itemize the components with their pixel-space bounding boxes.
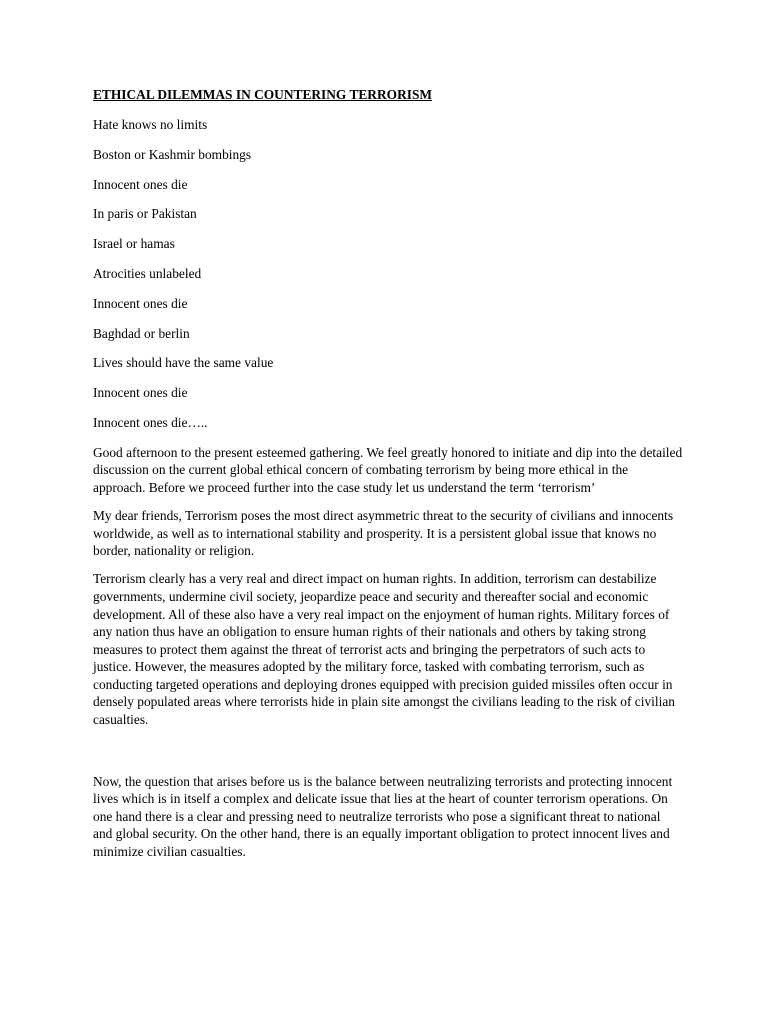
document-body — [93, 86, 683, 871]
paragraph-greeting: Good afternoon to the present esteemed gathering. We feel greatly honored to initiate and dip into the detailed discussion on the current global ethical concern of combating terrorism by being more ethical in the approach. Before we proceed further into the case study let us understand the term ‘terrorism’ — [93, 444, 683, 495]
paragraph-human-rights: Terrorism clearly has a very real and direct impact on human rights. In addition, terrorism can destabilize governments, undermine civil society, jeopardize peace and security and thereafter social and economic development. All of these also have a very real impact on the enjoyment of human rights. Military forces of any nation thus have an obligation to ensure human rights of their nationals and others by taking strong measures to protect them against the threat of terrorist acts and bringing the perpetrators of such acts to justice. However, the measures adopted by the military force, tasked with combating terrorism, such as conducting targeted operations and deploying drones equipped with precision guided missiles often occur in densely populated areas where terrorists hide in plain site amongst the civilians leading to the risk of civilian casualties. — [93, 571, 675, 728]
poem-line: Boston or Kashmir bombings — [93, 146, 252, 162]
blank-line — [93, 729, 683, 773]
poem-line: Hate knows no limits — [93, 117, 208, 132]
poem-line: Innocent ones die — [93, 385, 188, 401]
poem-line: Innocent ones die….. — [93, 414, 208, 430]
poem-line: Israel or hamas — [93, 236, 175, 252]
poem-line: Atrocities unlabeled — [93, 265, 202, 281]
paragraph-terrorism-threat: My dear friends, Terrorism poses the most direct asymmetric threat to the security of civilians and innocents worldwide, as well as to international stability and prosperity. It is a persistent global issue that knows no border, nationality or religion. — [93, 508, 674, 559]
poem-line: Innocent ones die — [93, 295, 188, 311]
poem — [93, 116, 683, 432]
poem-line: In paris or Pakistan — [93, 206, 197, 222]
paragraph-balance-question: Now, the question that arises before us is the balance between neutralizing terrorists and protecting innocent lives which is in itself a complex and delicate issue that lies at the heart of counter terrorism operations. On one hand there is a clear and pressing need to neutralize terrorists who pose a significant threat to national and global security. On the other hand, there is an equally important obligation to protect innocent lives and minimize civilian casualties. — [93, 773, 673, 860]
poem-line: Baghdad or berlin — [93, 325, 190, 341]
poem-line: Innocent ones die — [93, 176, 188, 192]
document-title: ETHICAL DILEMMAS IN COUNTERING TERRORISM — [93, 87, 433, 102]
poem-line: Lives should have the same value — [93, 355, 274, 371]
